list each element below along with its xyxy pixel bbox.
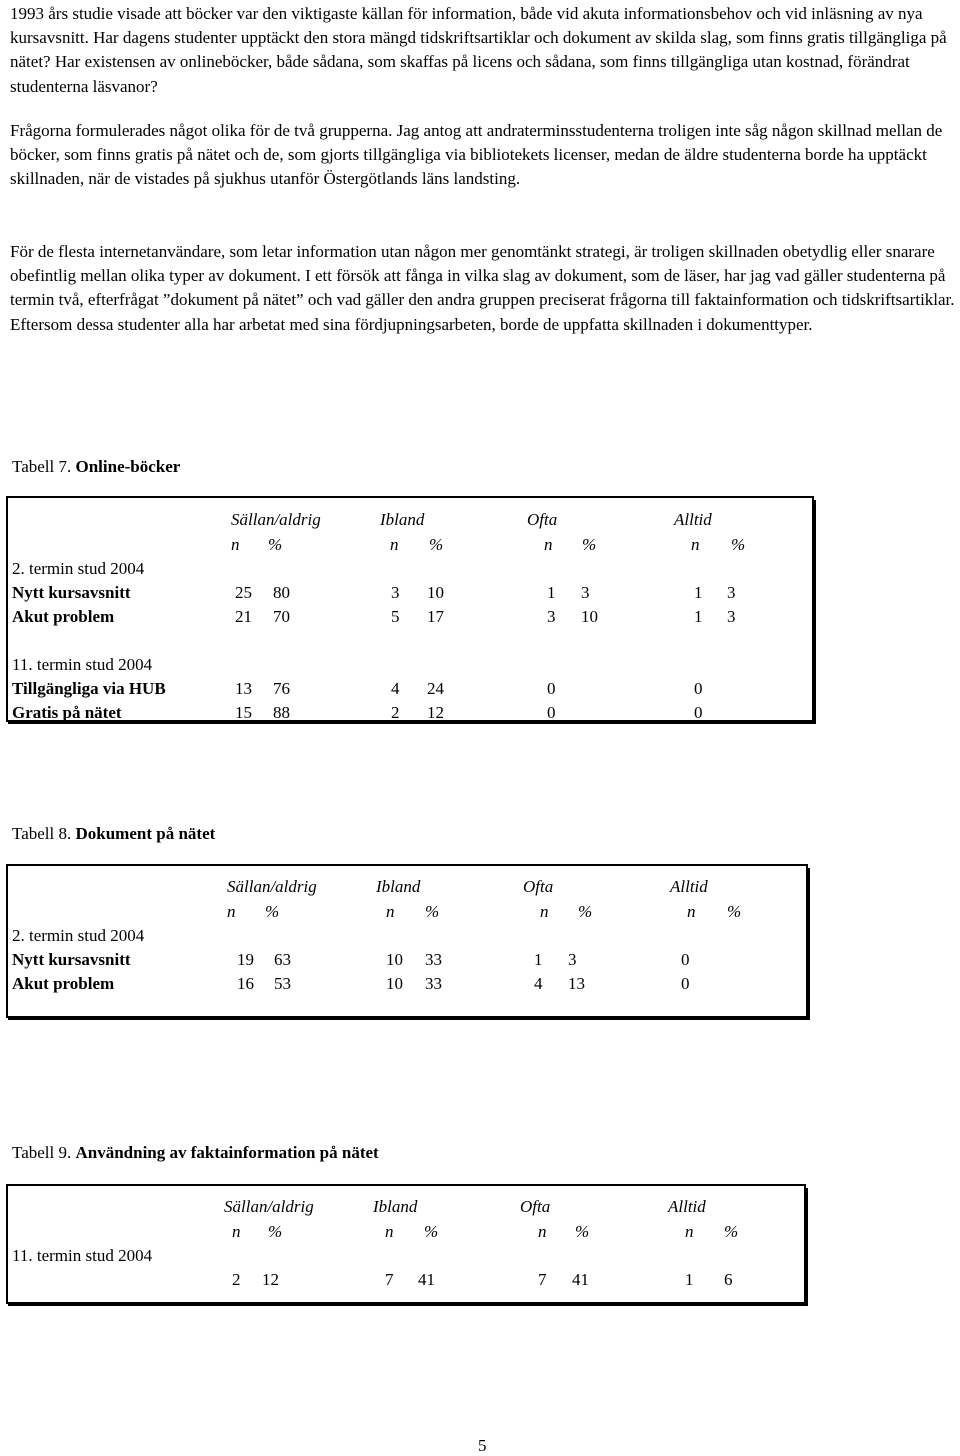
paragraph-intro: 1993 års studie visade att böcker var den viktigaste källan för information, både vid akuta informationsbehov och vid inläsning av nya kursavsnitt. Har dagens studenter upptäckt den stora mängd tidskriftsartiklar och dokument av skilda slag, som finns gratis tillgängliga på nätet? Har existensen av onlineböcker, både sådana, som skaffas på licens och sådana, som finns tillgängliga utan kostnad, förändrat studenterna läsvanor? <box>10 4 947 96</box>
table-9-sub-n: n <box>385 1222 394 1241</box>
cell: 10 <box>581 607 598 626</box>
table-9-header-alltid: Alltid <box>668 1197 706 1216</box>
cell: 12 <box>262 1270 279 1289</box>
cell: 3 <box>727 583 736 602</box>
cell: 1 <box>694 583 703 602</box>
table-7-header-ibland: Ibland <box>380 510 425 529</box>
table-9-header-ofta: Ofta <box>520 1197 551 1216</box>
cell: 2 <box>232 1270 241 1289</box>
table-9-sub-pct: % <box>575 1222 590 1241</box>
cell: 0 <box>681 974 690 993</box>
cell: 1 <box>685 1270 694 1289</box>
table-8-header-alltid: Alltid <box>670 877 708 896</box>
table-9-group-label: 11. termin stud 2004 <box>12 1246 153 1265</box>
table-9 <box>6 1184 806 1304</box>
cell: 15 <box>235 703 252 722</box>
table-9-header-ibland: Ibland <box>373 1197 418 1216</box>
table-7-sub-n: n <box>691 535 700 554</box>
cell: 63 <box>274 950 291 969</box>
cell: 6 <box>724 1270 733 1289</box>
cell: 10 <box>386 974 403 993</box>
table-7-sub-pct: % <box>582 535 597 554</box>
cell: 33 <box>425 974 442 993</box>
table-7-sub-pct: % <box>268 535 283 554</box>
cell: 7 <box>385 1270 394 1289</box>
cell: 4 <box>534 974 543 993</box>
table-9-sub-n: n <box>685 1222 694 1241</box>
table-8-caption <box>12 823 215 845</box>
table-7-sub-n: n <box>231 535 240 554</box>
cell: 1 <box>694 607 703 626</box>
table-9-caption <box>12 1142 379 1164</box>
cell: 0 <box>694 703 703 722</box>
table-7-sub-pct: % <box>429 535 444 554</box>
table-7-group-label: 11. termin stud 2004 <box>12 655 153 674</box>
cell: 0 <box>547 679 556 698</box>
cell: 7 <box>538 1270 547 1289</box>
cell: 3 <box>391 583 400 602</box>
table-7-sub-n: n <box>544 535 553 554</box>
row-label: Akut problem <box>12 607 115 626</box>
row-label: Tillgängliga via HUB <box>12 679 166 698</box>
table-9-header-sallan: Sällan/aldrig <box>224 1197 314 1216</box>
cell: 88 <box>273 703 290 722</box>
cell: 80 <box>273 583 290 602</box>
table-9-caption-prefix: Tabell 9. <box>12 1143 72 1162</box>
table-7-caption-prefix: Tabell 7. <box>12 457 72 476</box>
table-7-sub-pct: % <box>731 535 746 554</box>
cell: 3 <box>568 950 577 969</box>
table-9-sub-pct: % <box>268 1222 283 1241</box>
table-9-sub-n: n <box>538 1222 547 1241</box>
cell: 33 <box>425 950 442 969</box>
row-label: Nytt kursavsnitt <box>12 583 131 602</box>
cell: 21 <box>235 607 252 626</box>
table-9-sub-pct: % <box>724 1222 739 1241</box>
cell: 25 <box>235 583 252 602</box>
cell: 24 <box>427 679 444 698</box>
table-8-sub-n: n <box>227 902 236 921</box>
table-8-header-sallan: Sällan/aldrig <box>227 877 317 896</box>
table-7-header-ofta: Ofta <box>527 510 558 529</box>
cell: 4 <box>391 679 400 698</box>
cell: 19 <box>237 950 254 969</box>
row-label: Gratis på nätet <box>12 703 122 722</box>
table-8 <box>6 864 808 1018</box>
table-8-group-label: 2. termin stud 2004 <box>12 926 145 945</box>
table-7-header-alltid: Alltid <box>674 510 712 529</box>
paragraph-document-types: För de flesta internetanvändare, som letar information utan någon mer genomtänkt strategi, är troligen skillnaden obetydlig eller snarare obefintlig mellan olika typer av dokument. I ett försök att fånga in vilka slag av dokument, som de läser, har jag vad gäller studenterna på termin två, efterfrågat ”dokument på nätet” och vad gäller den andra gruppen preciserat frågorna till faktainformation och tidskriftsartiklar. Eftersom dessa studenter alla har arbetat med sina fördjupningsarbeten, borde de uppfatta skillnaden i dokumenttyper. <box>10 242 955 334</box>
table-8-caption-title: Dokument på nätet <box>75 824 216 843</box>
table-8-sub-pct: % <box>578 902 593 921</box>
table-8-sub-pct: % <box>425 902 440 921</box>
table-9-sub-n: n <box>232 1222 241 1241</box>
page-number: 5 <box>478 1436 487 1455</box>
cell: 0 <box>547 703 556 722</box>
cell: 41 <box>572 1270 589 1289</box>
table-7 <box>6 496 814 722</box>
table-8-caption-prefix: Tabell 8. <box>12 824 72 843</box>
paragraph-questions: Frågorna formulerades något olika för de två grupperna. Jag antog att andraterminsstudenterna troligen inte såg någon skillnad mellan de böcker, som finns gratis på nätet och de, som gjorts tillgängliga via bibliotekets licenser, medan de äldre studenterna borde ha upptäckt skillnaden, när de vistades på sjukhus utanför Östergötlands läns landsting. <box>10 121 943 189</box>
cell: 53 <box>274 974 291 993</box>
cell: 12 <box>427 703 444 722</box>
row-label: Akut problem <box>12 974 115 993</box>
table-7-group-label: 2. termin stud 2004 <box>12 559 145 578</box>
cell: 70 <box>273 607 290 626</box>
table-7-caption-title: Online-böcker <box>75 457 181 476</box>
table-7-header-sallan: Sällan/aldrig <box>231 510 321 529</box>
table-8-header-ibland: Ibland <box>376 877 421 896</box>
table-8-header-ofta: Ofta <box>523 877 554 896</box>
cell: 17 <box>427 607 444 626</box>
table-8-sub-n: n <box>540 902 549 921</box>
cell: 10 <box>427 583 444 602</box>
table-7-caption <box>12 456 180 478</box>
cell: 3 <box>727 607 736 626</box>
table-8-sub-pct: % <box>727 902 742 921</box>
cell: 13 <box>235 679 252 698</box>
row-label: Nytt kursavsnitt <box>12 950 131 969</box>
cell: 16 <box>237 974 254 993</box>
cell: 5 <box>391 607 400 626</box>
table-8-sub-pct: % <box>265 902 280 921</box>
cell: 76 <box>273 679 290 698</box>
cell: 10 <box>386 950 403 969</box>
cell: 13 <box>568 974 585 993</box>
cell: 2 <box>391 703 400 722</box>
cell: 1 <box>534 950 543 969</box>
table-9-caption-title: Användning av faktainformation på nätet <box>75 1143 379 1162</box>
table-8-sub-n: n <box>386 902 395 921</box>
cell: 3 <box>581 583 590 602</box>
table-9-sub-pct: % <box>424 1222 439 1241</box>
table-8-sub-n: n <box>687 902 696 921</box>
table-7-sub-n: n <box>390 535 399 554</box>
cell: 1 <box>547 583 556 602</box>
cell: 3 <box>547 607 556 626</box>
cell: 41 <box>418 1270 435 1289</box>
cell: 0 <box>694 679 703 698</box>
cell: 0 <box>681 950 690 969</box>
